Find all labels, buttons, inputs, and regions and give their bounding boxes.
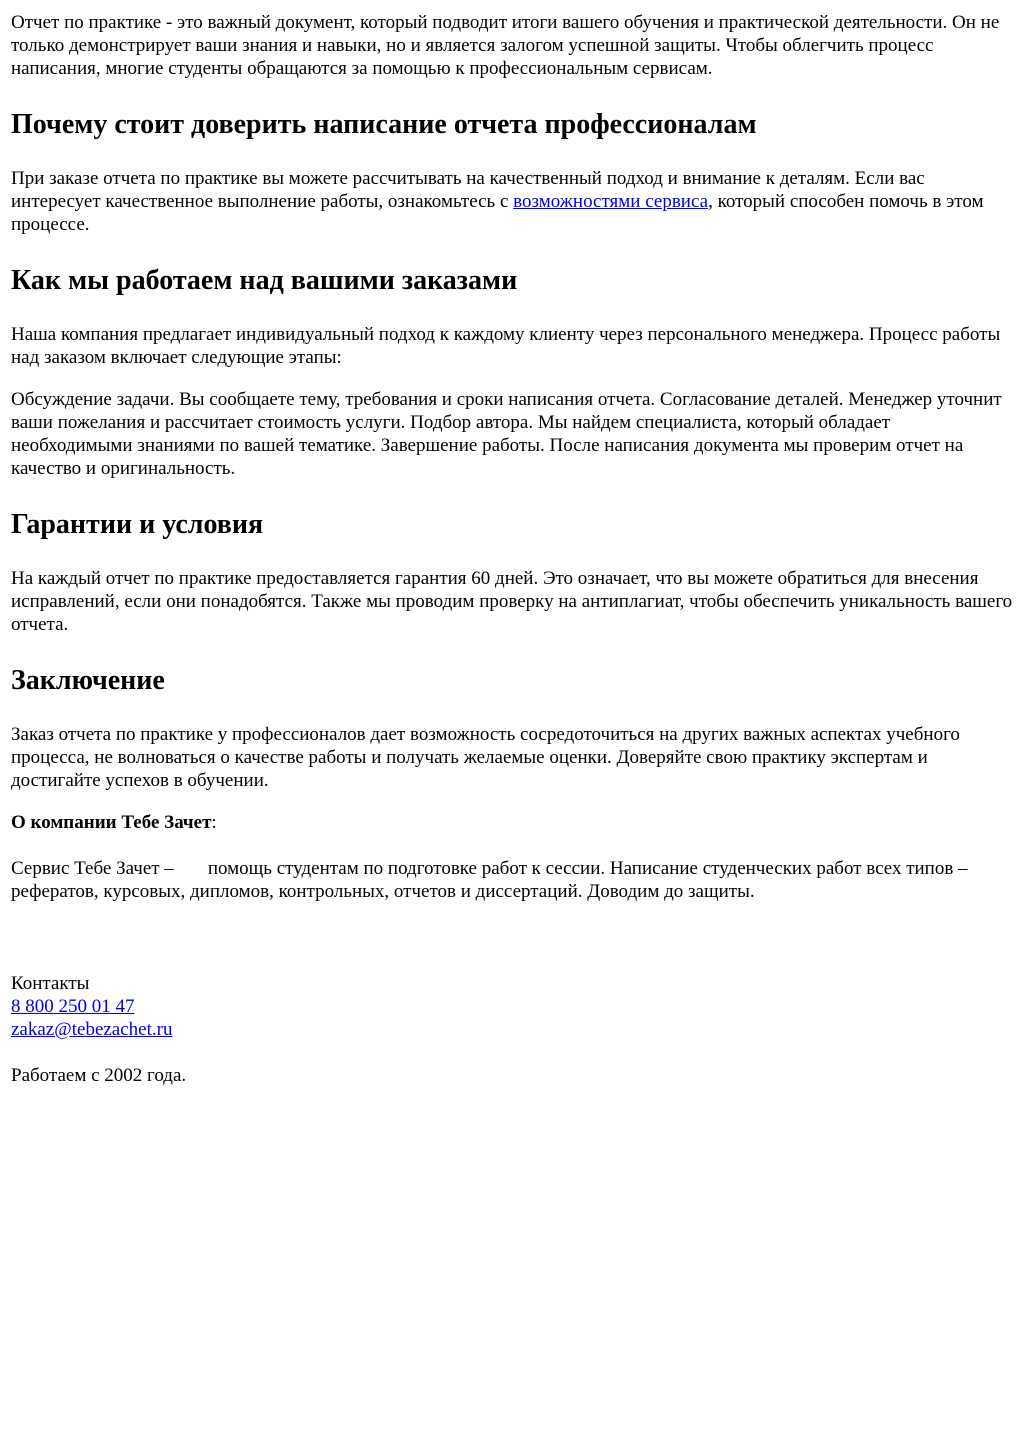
contacts-spacer xyxy=(11,1041,1013,1064)
why-text-before-link: При заказе отчета по практике вы можете рассчитывать на качественный подход и внимание к деталям. Если вас интересует качественное выполнение работы, ознакомьтесь с xyxy=(11,168,925,212)
company-description-start: Сервис Тебе Зачет – xyxy=(11,858,174,879)
company-description xyxy=(11,857,1013,903)
conclusion-paragraph: Заказ отчета по практике у профессионалов дает возможность сосредоточиться на других важных аспектах учебного процесса, не волноваться о качестве работы и получать желаемые оценки. Доверяйте свою практику экспертам и достигайте успехов в обучении. xyxy=(11,724,960,791)
guarantees-paragraph: На каждый отчет по практике предоставляется гарантия 60 дней. Это означает, что вы можете обратиться для внесения исправлений, если они понадобятся. Также мы проводим проверку на антиплагиат, чтобы обеспечить уникальность вашего отчета. xyxy=(11,568,1013,635)
intro-paragraph: Отчет по практике - это важный документ, который подводит итоги вашего обучения и практической деятельности. Он не только демонстрирует ваши знания и навыки, но и является залогом успешной защиты. Чтобы облегчить процесс написания, многие студенты обращаются за помощью к профессиональным сервисам. xyxy=(11,12,1000,79)
heading-why-professionals: Почему стоит доверить написание отчета профессионалам xyxy=(11,109,757,140)
company-title-bold: О компании Тебе Зачет xyxy=(11,812,212,833)
phone-link[interactable]: 8 800 250 01 47 xyxy=(11,996,135,1017)
working-since: Работаем с 2002 года. xyxy=(11,1065,187,1086)
how-we-work-paragraph-2: Обсуждение задачи. Вы сообщаете тему, требования и сроки написания отчета. Согласование деталей. Менеджер уточнит ваши пожелания и рассчитает стоимость услуги. Подбор автора. Мы найдем специалиста, который обладает необходимыми знаниями по вашей тематике. Завершение работы. После написания документа мы проверим отчет на качество и оригинальность. xyxy=(11,389,1002,479)
heading-how-we-work: Как мы работаем над вашими заказами xyxy=(11,265,518,296)
service-capabilities-link[interactable]: возможностями сервиса xyxy=(513,191,709,212)
company-title-colon: : xyxy=(211,812,217,833)
company-description-rest: помощь студентам по подготовке работ к сессии. Написание студенческих работ всех типов – рефератов, курсовых, дипломов, контрольных, отчетов и диссертаций. Доводим до защиты. xyxy=(11,858,968,902)
heading-conclusion: Заключение xyxy=(11,665,165,696)
why-text-after-link: , который способен помочь в этом процессе. xyxy=(11,191,984,235)
how-we-work-paragraph-1: Наша компания предлагает индивидуальный подход к каждому клиенту через персонального менеджера. Процесс работы над заказом включает следующие этапы: xyxy=(11,324,1001,368)
contacts-block xyxy=(11,972,1013,1087)
contacts-label: Контакты xyxy=(11,973,90,994)
email-link[interactable]: zakaz@tebezachet.ru xyxy=(11,1019,173,1040)
heading-guarantees: Гарантии и условия xyxy=(11,509,264,540)
company-title xyxy=(11,811,1013,834)
why-professionals-paragraph xyxy=(11,167,1013,236)
